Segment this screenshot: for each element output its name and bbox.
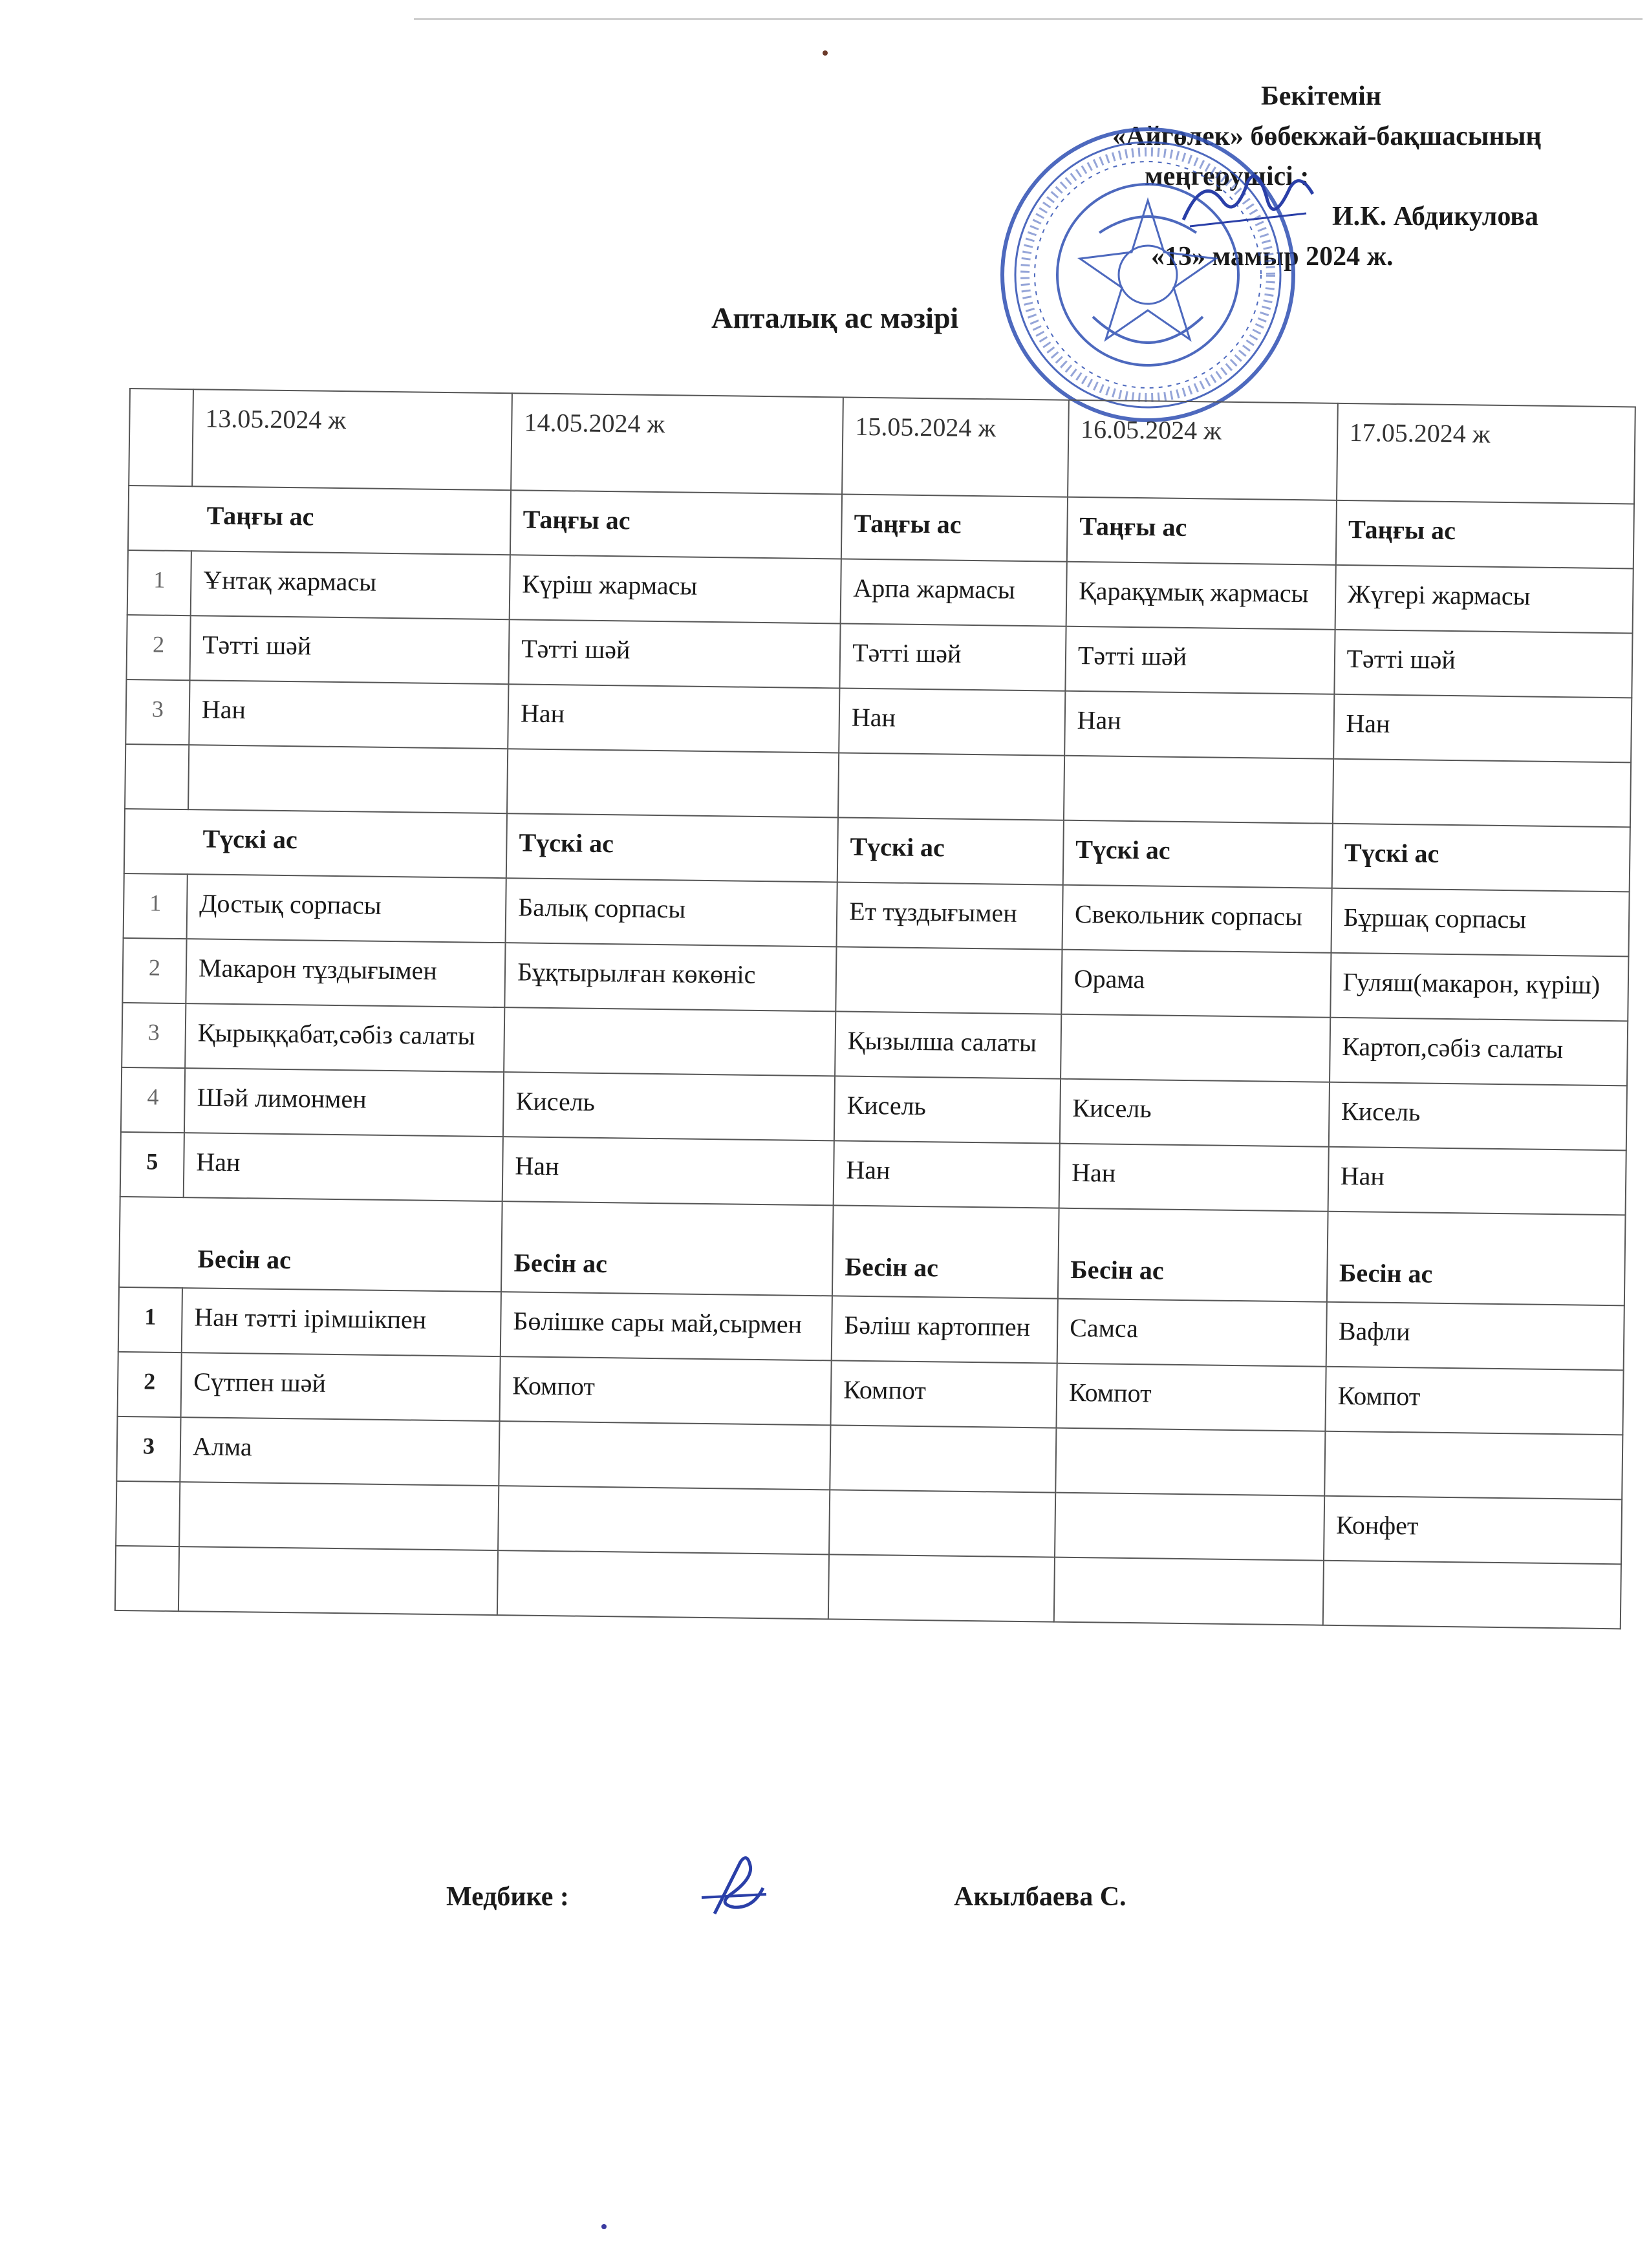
dish-cell: Нан <box>1333 694 1632 763</box>
row-number: 1 <box>124 873 188 939</box>
dish-cell <box>1061 1014 1330 1082</box>
dish-cell: Нан <box>1064 691 1334 759</box>
dish-cell: Күріш жармасы <box>510 555 841 623</box>
meal-header: Таңғы ас <box>1067 497 1337 565</box>
empty-cell <box>1054 1557 1324 1625</box>
meal-header: Бесін ас <box>501 1201 834 1296</box>
dish-cell: Макарон тұздығымен <box>186 939 505 1007</box>
dish-cell: Тәтті шәй <box>840 623 1066 690</box>
dish-cell: Тәтті шәй <box>1334 630 1633 698</box>
row-number: 3 <box>116 1417 180 1482</box>
dish-cell: Самса <box>1057 1299 1327 1367</box>
empty-cell <box>497 1550 829 1619</box>
empty-cell <box>115 1546 179 1611</box>
row-number: 3 <box>122 1003 186 1068</box>
dish-cell: Бәліш картоппен <box>832 1296 1058 1363</box>
dish-cell: Компот <box>831 1360 1057 1428</box>
dish-cell: Ұнтақ жармасы <box>191 551 510 619</box>
dish-cell: Нан <box>508 684 839 753</box>
dish-cell: Кисель <box>503 1072 835 1140</box>
dish-cell: Ет тұздығымен <box>837 882 1063 949</box>
dish-cell <box>499 1421 830 1490</box>
director-signature <box>1177 162 1319 239</box>
dish-cell: Шәй лимонмен <box>184 1068 504 1137</box>
empty-cell <box>838 753 1064 820</box>
meal-header: Таңғы ас <box>510 490 842 559</box>
meal-header: Бесін ас <box>119 1197 502 1292</box>
dish-cell: Қырыққабат,сәбіз салаты <box>185 1003 504 1072</box>
dish-cell: Қарақұмық жармасы <box>1066 562 1335 630</box>
dish-cell: Нан <box>189 680 508 749</box>
dish-cell: Нан <box>834 1140 1060 1208</box>
row-number: 2 <box>118 1352 182 1417</box>
empty-cell <box>188 745 508 813</box>
dish-cell: Балық сорпасы <box>506 878 837 947</box>
snack-header-row <box>119 1197 1626 1305</box>
weekly-menu-table <box>114 388 1636 1629</box>
meal-header: Түскі ас <box>1063 820 1333 888</box>
scan-speck <box>823 50 828 56</box>
row-number: 2 <box>126 615 190 680</box>
meal-header: Түскі ас <box>1331 824 1630 892</box>
empty-cell <box>1322 1561 1621 1629</box>
dish-cell: Компот <box>1056 1364 1326 1431</box>
corner-cell <box>129 389 193 486</box>
date-cell: 15.05.2024 ж <box>842 397 1069 497</box>
scan-edge-line <box>414 18 1643 20</box>
approval-title: Бекітемін <box>1261 81 1382 111</box>
row-number <box>116 1481 180 1546</box>
dish-cell: Картоп,сәбіз салаты <box>1330 1018 1628 1086</box>
meal-header: Бесін ас <box>1326 1212 1625 1306</box>
dish-cell <box>179 1482 499 1550</box>
date-cell: 14.05.2024 ж <box>511 393 843 494</box>
dish-cell: Тәтті шәй <box>509 619 841 688</box>
scan-speck <box>601 2224 607 2229</box>
dish-cell: Бұқтырылған көкөніс <box>504 943 836 1011</box>
dish-cell: Жүгері жармасы <box>1335 565 1633 634</box>
dish-cell: Нан <box>839 688 1065 755</box>
dish-cell <box>504 1007 835 1076</box>
row-number: 1 <box>118 1287 182 1353</box>
dish-cell <box>1055 1493 1324 1561</box>
nurse-signature <box>695 1849 773 1920</box>
dish-cell <box>1055 1428 1325 1496</box>
dish-cell: Арпа жармасы <box>841 559 1067 626</box>
dish-cell: Компот <box>1325 1367 1624 1435</box>
meal-header: Түскі ас <box>837 817 1064 884</box>
dish-cell <box>1324 1431 1623 1500</box>
meal-header: Түскі ас <box>506 813 838 882</box>
dish-cell: Кисель <box>1328 1082 1627 1151</box>
approval-name: И.К. Абдикулова <box>1332 202 1538 231</box>
dish-cell: Алма <box>180 1417 499 1486</box>
dish-cell: Конфет <box>1324 1496 1622 1565</box>
empty-cell <box>125 744 189 809</box>
dish-cell: Орама <box>1061 950 1331 1018</box>
empty-cell <box>178 1546 498 1615</box>
meal-header: Бесін ас <box>832 1205 1059 1298</box>
dish-cell: Нан <box>1328 1147 1626 1215</box>
date-cell: 16.05.2024 ж <box>1068 400 1337 500</box>
date-cell: 17.05.2024 ж <box>1337 403 1635 504</box>
dish-cell <box>498 1486 830 1554</box>
dish-cell: Кисель <box>834 1076 1061 1143</box>
date-cell: 13.05.2024 ж <box>192 389 512 490</box>
dish-cell: Компот <box>500 1356 832 1425</box>
row-number: 1 <box>127 550 191 615</box>
approval-organization: «Айгөлек» бөбекжай-бақшасының <box>1112 122 1542 151</box>
dish-cell: Қызылша салаты <box>835 1011 1061 1078</box>
date-row <box>129 389 1635 504</box>
dish-cell <box>830 1425 1056 1492</box>
dish-cell: Сүтпен шәй <box>181 1353 501 1421</box>
dish-cell: Достық сорпасы <box>187 874 506 943</box>
nurse-label: Медбике : <box>446 1882 569 1912</box>
dish-cell: Нан тәтті ірімшікпен <box>182 1288 501 1356</box>
approval-role: меңгерушісі : <box>1145 162 1310 191</box>
dish-cell: Нан <box>184 1133 503 1201</box>
empty-cell <box>828 1554 1055 1621</box>
dish-cell <box>829 1490 1055 1557</box>
dish-cell: Бұршақ сорпасы <box>1331 888 1630 957</box>
meal-header: Таңғы ас <box>128 486 511 555</box>
nurse-name: Акылбаева С. <box>954 1882 1126 1912</box>
meal-header: Таңғы ас <box>1335 500 1634 569</box>
dish-cell: Кисель <box>1060 1079 1330 1147</box>
approval-date: «13» мамыр 2024 ж. <box>1151 242 1394 272</box>
dish-cell <box>835 947 1062 1014</box>
dish-cell: Бөлішке сары май,сырмен <box>501 1292 832 1360</box>
row-number: 4 <box>121 1067 185 1133</box>
meal-header: Түскі ас <box>124 809 507 878</box>
meal-header: Бесін ас <box>1058 1208 1328 1302</box>
row-number: 2 <box>122 938 186 1003</box>
dish-cell: Вафли <box>1326 1302 1624 1371</box>
dish-cell: Тәтті шәй <box>189 615 509 684</box>
page-title: Апталық ас мәзірі <box>711 301 959 334</box>
dish-cell: Свекольник сорпасы <box>1062 885 1331 953</box>
meal-header: Таңғы ас <box>841 494 1068 561</box>
dish-cell: Гуляш(макарон, күріш) <box>1330 953 1629 1022</box>
empty-cell <box>507 749 839 817</box>
empty-cell <box>1064 756 1333 824</box>
row-number: 3 <box>125 679 189 745</box>
dish-cell: Нан <box>1059 1144 1328 1212</box>
dish-cell: Тәтті шәй <box>1065 626 1335 694</box>
row-number: 5 <box>120 1132 184 1197</box>
empty-cell <box>1332 759 1631 828</box>
dish-cell: Нан <box>502 1137 834 1205</box>
